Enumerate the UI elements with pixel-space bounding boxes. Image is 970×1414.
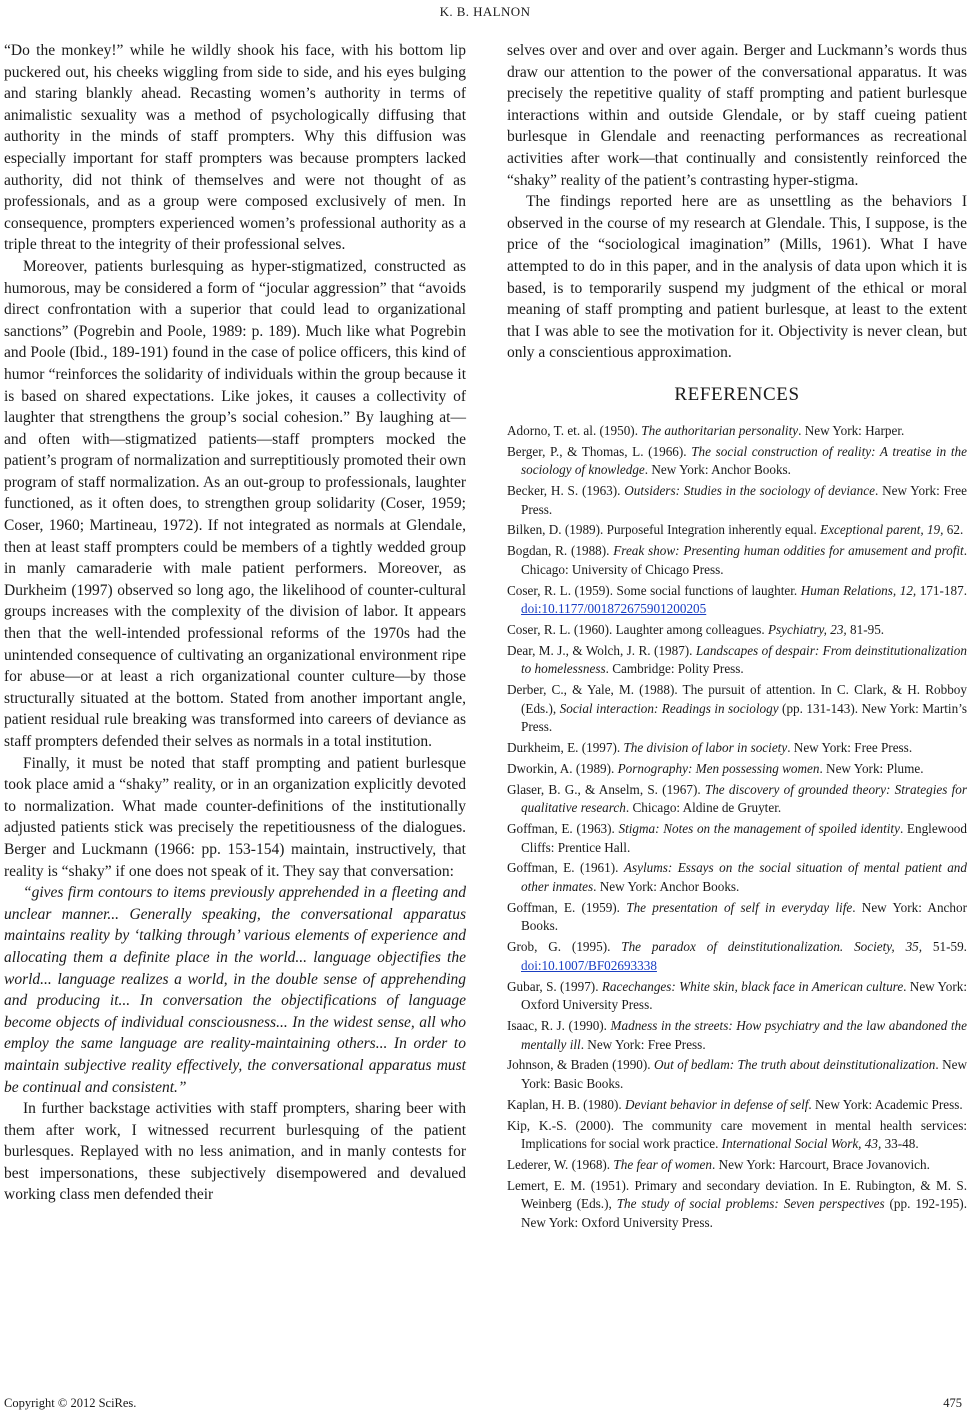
reference-item: Glaser, B. G., & Anselm, S. (1967). The discovery of grounded theory: Strategies for qualitative research. Chicago: Aldine de Gruyter. [507,781,967,816]
copyright-notice: Copyright © 2012 SciRes. [4,1396,137,1410]
paragraph: Finally, it must be noted that staff prompting and patient burlesque took place amid a “shaky” reality, or in an organization explicitly devoted to normalization. What made counter-definitions of the institutionally adjusted patients stick was precisely the repetitiousness of the dialogues. Berger and Luckmann (1966: pp. 153-154) maintain, instructively, that reality is “shaky” if one does not speak of it. They say that conversation: [4,754,466,880]
reference-item: Coser, R. L. (1960). Laughter among colleagues. Psychiatry, 23, 81-95. [507,621,885,637]
paragraph: In further backstage activities with staff prompters, sharing beer with them after work, I witnessed recurrent burlesquing of the patient burlesques. Replayed with no less animation, and in manly contests for best impersonations, these subjectively disempowered and devalued working class men defended their [4,1100,466,1204]
reference-list [507,422,967,1233]
doi-link[interactable]: doi:10.1007/BF02693338 [521,957,657,973]
paragraph: Moreover, patients burlesquing as hyper-stigmatized, constructed as humorous, may be considered a form of “jocular aggression” that “avoids direct confrontation with a superior that could lead to organizational sanctions” (Pogrebin and Poole, 1989: p. 189). Much like what Pogrebin and Poole (Ibid., 189-191) found in the case of police officers, this kind of humor “reinforces the solidarity of individuals within the group because it is based on shared expectations. Like jokes, it causes a collectivity of laughter that strengthens the group’s social cohesion.” By laughing at—and often with—stigmatized patients—staff prompters mocked the patient’s program of normalization and surreptitiously promoted their own program of staff normalization. As an out-group to professionals, laughter functioned, as it often does, to strengthen group solidarity (Coser, 1959; Coser, 1960; Martineau, 1972). If not integrated as normals at Glendale, then at least staff prompters could be members of a tightly wedded group in manly camaraderie with male patient performers. Moreover, as Durkheim (1997) observed so long ago, the likelihood of counter-cultural groups increases with the complexity of the division of labor. It appears then that the well-intended professional reforms of the 1970s had the unintended consequence of cultivating an organizational environment ripe for abuse—or at least a rich organizational counter culture—by those structurally situated at the bottom. Stated from another important angle, patient residual rule breaking was transformed into careers of deviance as staff prompters defended their selves as normals in a total institution. [4,257,466,750]
doi-link[interactable]: doi:10.1177/001872675901200205 [521,601,707,617]
reference-item: Kaplan, H. B. (1980). Deviant behavior in defense of self. New York: Academic Press. [507,1096,963,1112]
reference-item: Bogdan, R. (1988). Freak show: Presenting human oddities for amusement and profit. Chicago: University of Chicago Press. [507,543,967,577]
reference-item: Durkheim, E. (1997). The division of labor in society. New York: Free Press. [507,740,913,756]
reference-item: Lederer, W. (1968). The fear of women. New York: Harcourt, Brace Jovanovich. [507,1156,930,1172]
reference-item: Becker, H. S. (1963). Outsiders: Studies in the sociology of deviance. New York: Free Press. [507,483,967,517]
left-column [4,40,466,1206]
reference-item: Bilken, D. (1989). Purposeful Integration inherently equal. Exceptional parent, 19, 62. [507,522,964,538]
right-column [507,40,967,1235]
reference-item: Johnson, & Braden (1990). Out of bedlam: The truth about deinstitutionalization. New York: Basic Books. [507,1057,967,1092]
reference-item: Lemert, E. M. (1951). Primary and secondary deviation. In E. Rubington, & M. S. Weinberg (Eds.), The study of social problems: Seven perspectives (pp. 192-195). New York: Oxford University Press. [507,1177,967,1231]
reference-item: Isaac, R. J. (1990). Madness in the streets: How psychiatry and the law abandoned the mentally ill. New York: Free Press. [507,1018,967,1052]
reference-item: Kip, K.-S. (2000). The community care movement in mental health services: Implications for social work practice. International Social Work, 43, 33-48. [507,1117,967,1152]
reference-item: Goffman, E. (1963). Stigma: Notes on the management of spoiled identity. Englewood Cliffs: Prentice Hall. [507,820,967,855]
references-heading: REFERENCES [674,383,800,405]
reference-item: Coser, R. L. (1959). Some social functions of laughter. Human Relations, 12, 171-187. doi:10.1177/001872675901200205 [507,582,967,617]
reference-item: Goffman, E. (1959). The presentation of self in everyday life. New York: Anchor Books. [507,899,967,934]
paragraph: The findings reported here are as unsettling as the behaviors I observed in the course of my research at Glendale. This, I suppose, is the price of the “sociological imagination” (Mills, 1961). What I have attempted to do in this paper, and in the analysis of data upon which it is based, is to temporarily suspend my judgment of the ethical or moral meaning of staff prompting and patient burlesque, at least to the extent that I was able to see the motivation for it. Objectivity is never clean, but only a conscientious approximation. [507,193,967,362]
running-head: K. B. HALNON [439,4,531,19]
reference-item: Dear, M. J., & Wolch, J. R. (1987). Landscapes of despair: From deinstitutionalization to homelessness. Cambridge: Polity Press. [507,642,967,677]
reference-item: Adorno, T. et. al. (1950). The authoritarian personality. New York: Harper. [507,422,905,438]
page-number: 475 [943,1396,962,1410]
reference-item: Dworkin, A. (1989). Pornography: Men possessing women. New York: Plume. [507,760,924,776]
paragraph: “Do the monkey!” while he wildly shook his face, with his bottom lip puckered out, his cheeks wiggling from side to side, and his eyes bulging and staring blankly ahead. Recasting women’s authority in terms of animalistic sexuality was a method of psychologically diffusing that authority in the minds of staff prompters. Why this diffusion was especially important for staff prompters was because prompters lacked authority, did not think of themselves and were not thought of as professionals, and as a group were composed exclusively of men. In consequence, prompters experienced women’s professional authority as a triple threat to the integrity of their professional selves. [4,42,466,254]
reference-item: Gubar, S. (1997). Racechanges: White skin, black face in American culture. New York: Oxford University Press. [507,978,968,1013]
reference-item: Goffman, E. (1961). Asylums: Essays on the social situation of mental patient and other inmates. New York: Anchor Books. [507,860,967,895]
reference-item: Grob, G. (1995). The paradox of deinstitutionalization. Society, 35, 51-59. doi:10.1007/BF02693338 [507,939,967,973]
paragraph: selves over and over and over again. Berger and Luckmann’s words thus draw our attention to the power of the conversational apparatus. It was precisely the repetitive quality of staff prompting and patient burlesque interactions within and outside Glendale, or by staff cueing patient burlesque in Glendale and reenacting performances as recreational activities after work—that continually and consistently reinforced the “shaky” reality of the patient’s contrasting hyper-stigma. [507,42,967,189]
block-quote: “gives firm contours to items previously apprehended in a fleeting and unclear manner... Generally speaking, the conversational apparatus maintains reality by ‘talking through’ various elements of experience and allocating them a definite place in the world... language objectifies the world... language realizes a world, in the double sense of apprehending and producing it... In conversation the objectifications of language become objects of individual consciousness... In the widest sense, all who employ the same language are reality-maintaining others... In order to maintain subjective reality effectively, the conversational apparatus must be continual and consistent.” [4,884,466,1096]
reference-item: Derber, C., & Yale, M. (1988). The pursuit of attention. In C. Clark, & H. Robboy (Eds.), Social interaction: Readings in sociology (pp. 131-143). New York: Martin’s Press. [507,682,967,735]
reference-item: Berger, P., & Thomas, L. (1966). The social construction of reality: A treatise in the sociology of knowledge. New York: Anchor Books. [507,443,968,478]
